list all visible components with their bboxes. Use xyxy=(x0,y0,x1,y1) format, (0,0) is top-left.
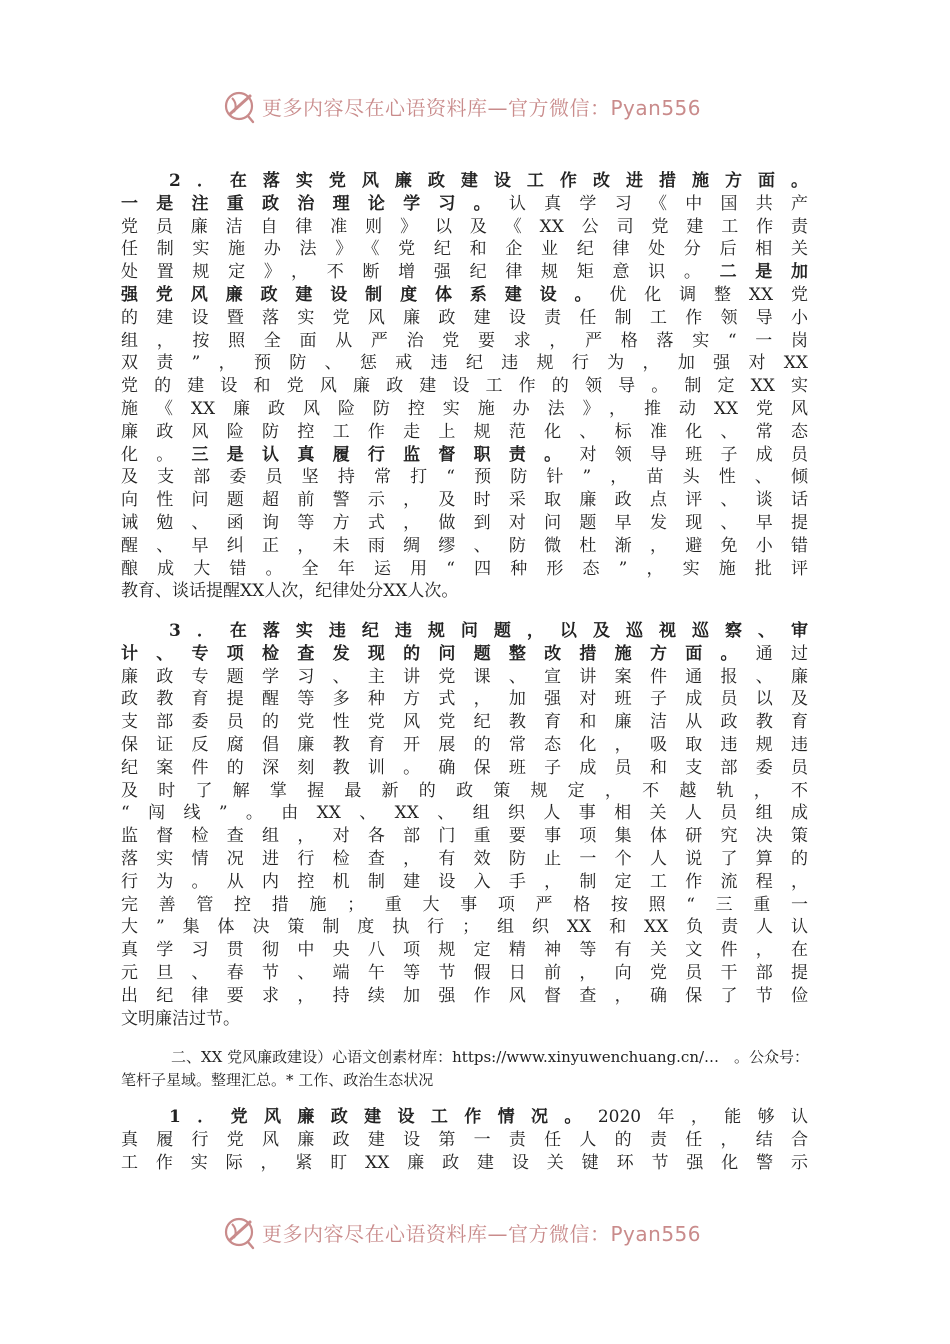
text-line: 元旦、春节、端午等节假日前，向党员干部提 xyxy=(121,962,808,983)
pen-logo-icon xyxy=(222,1212,258,1252)
text-line: 计、专项检查发现的问题整改措施方面。通过 xyxy=(121,643,808,664)
section-final-paragraph xyxy=(121,1106,808,1174)
text-line: 党员廉洁自律准则》以及《XX公司党建工作责 xyxy=(121,216,808,237)
text-line: 向性问题超前警示，及时采取廉政点评、谈话 xyxy=(121,490,808,511)
section-2-paragraph xyxy=(121,170,808,603)
text-line: 大”集体决策制度执行；组织XX和XX负责人认 xyxy=(121,917,808,938)
watermark-banner-top xyxy=(0,86,950,126)
text-line: 组，按照全面从严治党要求，严格落实“一岗 xyxy=(121,330,808,351)
text-line: 廉政风险防控工作走上规范化、标准化、常态 xyxy=(121,421,808,442)
text-line: 政教育提醒等多种方式，加强对班子成员以及 xyxy=(121,689,808,710)
text-line: 及时了解掌握最新的政策规定，不越轨，不 xyxy=(121,780,808,801)
text-line: 化。三是认真履行监督职责。对领导班子成员 xyxy=(121,444,808,465)
text-line: 行为。从内控机制建设入手，制定工作流程， xyxy=(121,871,808,892)
text-line: 纪案件的深刻教训。确保班子成员和支部委员 xyxy=(121,757,808,778)
text-line: 监督检查组，对各部门重要事项集体研究决策 xyxy=(121,826,808,847)
text-line: 落实情况进行检查，有效防止一个人说了算的 xyxy=(121,848,808,869)
text-line: 真学习贯彻中央八项规定精神等有关文件，在 xyxy=(121,940,808,961)
text-line: 真履行党风廉政建设第一责任人的责任，结合 xyxy=(121,1129,808,1150)
text-line: 1．党风廉政建设工作情况。2020年，能够认 xyxy=(169,1107,808,1127)
text-line: 3．在落实违纪违规问题，以及巡视巡察、审 xyxy=(169,621,808,641)
note-line: 二、XX 党风廉政建设）心语文创素材库：https://www.xinyuwenchuang.cn/… 。公众号： xyxy=(171,1048,810,1066)
text-line: 施《XX廉政风险防控实施办法》，推动XX党风 xyxy=(121,398,808,419)
text-line: 一是注重政治理论学习。认真学习《中国共产 xyxy=(121,193,808,214)
text-line: 醒、早纠正，未雨绸缪、防微杜渐，避免小错 xyxy=(121,535,808,556)
pen-logo-icon xyxy=(222,86,258,126)
text-line: 酿成大错。全年运用“四种形态”，实施批评 xyxy=(121,558,808,579)
text-line: 2．在落实党风廉政建设工作改进措施方面。 xyxy=(169,171,808,191)
text-line: 工作实际，紧盯XX廉政建设关键环节强化警示 xyxy=(121,1152,808,1173)
text-line: 文明廉洁过节。 xyxy=(121,1008,240,1029)
section-3-paragraph xyxy=(121,620,808,1030)
text-line: 任制实施办法》《党纪和企业纪律处分后相关 xyxy=(121,239,808,260)
text-line: 廉政专题学习、主讲党课、宣讲案件通报、廉 xyxy=(121,666,808,687)
text-line: 处置规定》，不断增强纪律规矩意识。二是加 xyxy=(121,262,808,283)
text-line: 保证反腐倡廉教育开展的常态化，吸取违规违 xyxy=(121,734,808,755)
text-line: 双责”，预防、惩戒违纪违规行为，加强对XX xyxy=(121,353,808,374)
watermark-banner-bottom xyxy=(0,1212,950,1252)
note-line: 笔杆子星域。整理汇总。* 工作、政治生态状况 xyxy=(121,1071,434,1089)
watermark-text: 更多内容尽在心语资料库—官方微信：Pyan556 xyxy=(262,96,702,120)
text-line: 完善管控措施；重大事项严格按照“三重一 xyxy=(121,894,808,915)
source-note xyxy=(121,1046,821,1092)
text-line: 的建设暨落实党风廉政建设责任制工作领导小 xyxy=(121,307,808,328)
text-line: 支部委员的党性党风党纪教育和廉洁从政教育 xyxy=(121,712,808,733)
text-line: 出纪律要求，持续加强作风督查，确保了节俭 xyxy=(121,985,808,1006)
text-line: “闯线”。由XX、XX、组织人事相关人员组成 xyxy=(121,803,808,824)
text-line: 强党风廉政建设制度体系建设。优化调整XX党 xyxy=(121,284,808,305)
text-line: 诫勉、函询等方式，做到对问题早发现、早提 xyxy=(121,512,808,533)
text-line: 及支部委员坚持常打“预防针”，苗头性、倾 xyxy=(121,467,808,488)
text-line: 教育、谈话提醒XX人次，纪律处分XX人次。 xyxy=(121,581,459,602)
watermark-text: 更多内容尽在心语资料库—官方微信：Pyan556 xyxy=(262,1222,702,1246)
text-line: 党的建设和党风廉政建设工作的领导。制定XX实 xyxy=(121,376,808,397)
